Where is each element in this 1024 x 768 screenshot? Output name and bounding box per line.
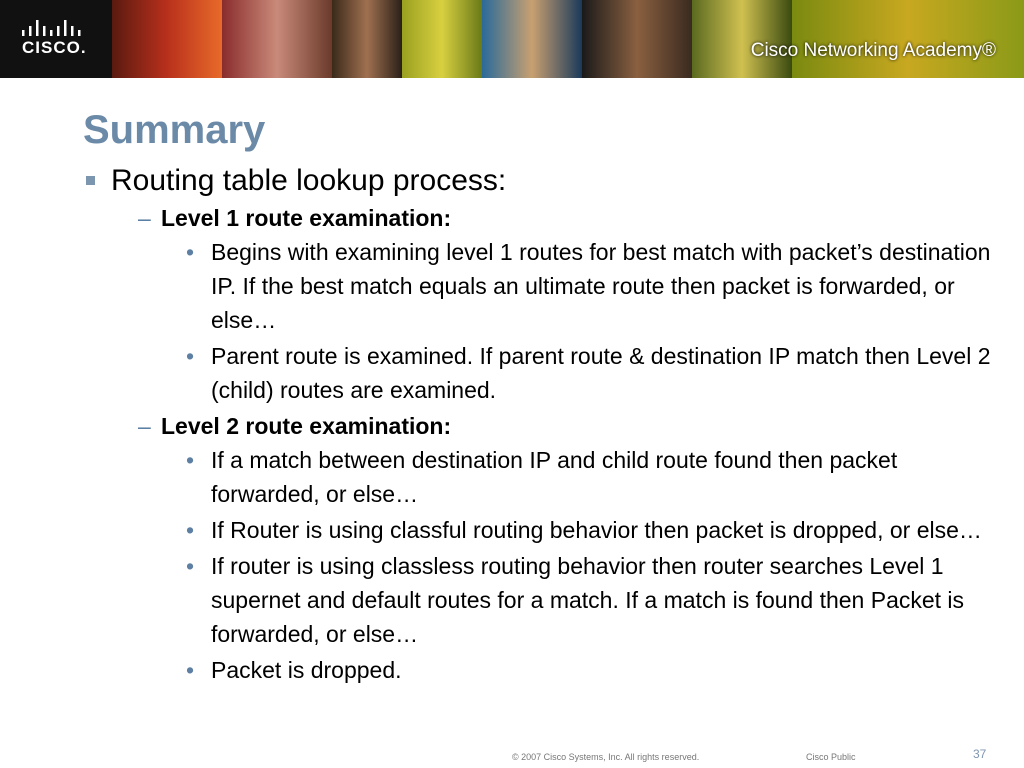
bullet-list xyxy=(86,163,1006,689)
dot-bullet-icon: • xyxy=(186,657,195,683)
bullet-level3 xyxy=(86,549,1006,651)
dot-bullet-icon: • xyxy=(186,343,195,369)
header-banner xyxy=(0,0,1024,78)
dot-bullet-icon: • xyxy=(186,447,195,473)
bullet-text: Level 2 route examination: xyxy=(161,413,452,439)
slide-title: Summary xyxy=(83,108,266,152)
bullet-text: Packet is dropped. xyxy=(211,657,402,683)
banner-photo-strip xyxy=(0,0,1024,78)
bullet-level2 xyxy=(86,409,1006,443)
bullet-level3 xyxy=(86,443,1006,511)
dash-bullet-icon: – xyxy=(138,205,151,231)
bullet-text: If a match between destination IP and child route found then packet forwarded, or else… xyxy=(211,447,898,507)
bullet-text: Parent route is examined. If parent route & destination IP match then Level 2 (child) routes are examined. xyxy=(211,343,991,403)
dot-bullet-icon: • xyxy=(186,239,195,265)
page-number: 37 xyxy=(973,747,987,761)
footer-copyright: © 2007 Cisco Systems, Inc. All rights reserved. xyxy=(512,752,700,762)
dot-bullet-icon: • xyxy=(186,517,195,543)
cisco-logo-text: CISCO. xyxy=(22,38,87,57)
bullet-text: Level 1 route examination: xyxy=(161,205,452,231)
footer-classification: Cisco Public xyxy=(806,752,856,762)
dot-bullet-icon: • xyxy=(186,553,195,579)
bullet-text: Begins with examining level 1 routes for best match with packet’s destination IP. If the best match equals an ultimate route then packet is forwarded, or else… xyxy=(211,239,991,333)
bullet-level2 xyxy=(86,201,1006,235)
bullet-text: If Router is using classful routing behavior then packet is dropped, or else… xyxy=(211,517,982,543)
bullet-level3 xyxy=(86,339,1006,407)
bullet-text: If router is using classless routing behavior then router searches Level 1 supernet and default routes for a match. If a match is found then Packet is forwarded, or else… xyxy=(211,553,965,647)
square-bullet-icon xyxy=(86,176,95,185)
cisco-logo xyxy=(0,0,112,78)
bullet-level3 xyxy=(86,653,1006,687)
bullet-level3 xyxy=(86,513,1006,547)
bullet-level1 xyxy=(86,163,1006,199)
cisco-bars-icon xyxy=(22,20,92,40)
bullet-text: Routing table lookup process: xyxy=(111,164,507,197)
bullet-level3 xyxy=(86,235,1006,337)
dash-bullet-icon: – xyxy=(138,413,151,439)
academy-title: Cisco Networking Academy® xyxy=(750,40,996,61)
